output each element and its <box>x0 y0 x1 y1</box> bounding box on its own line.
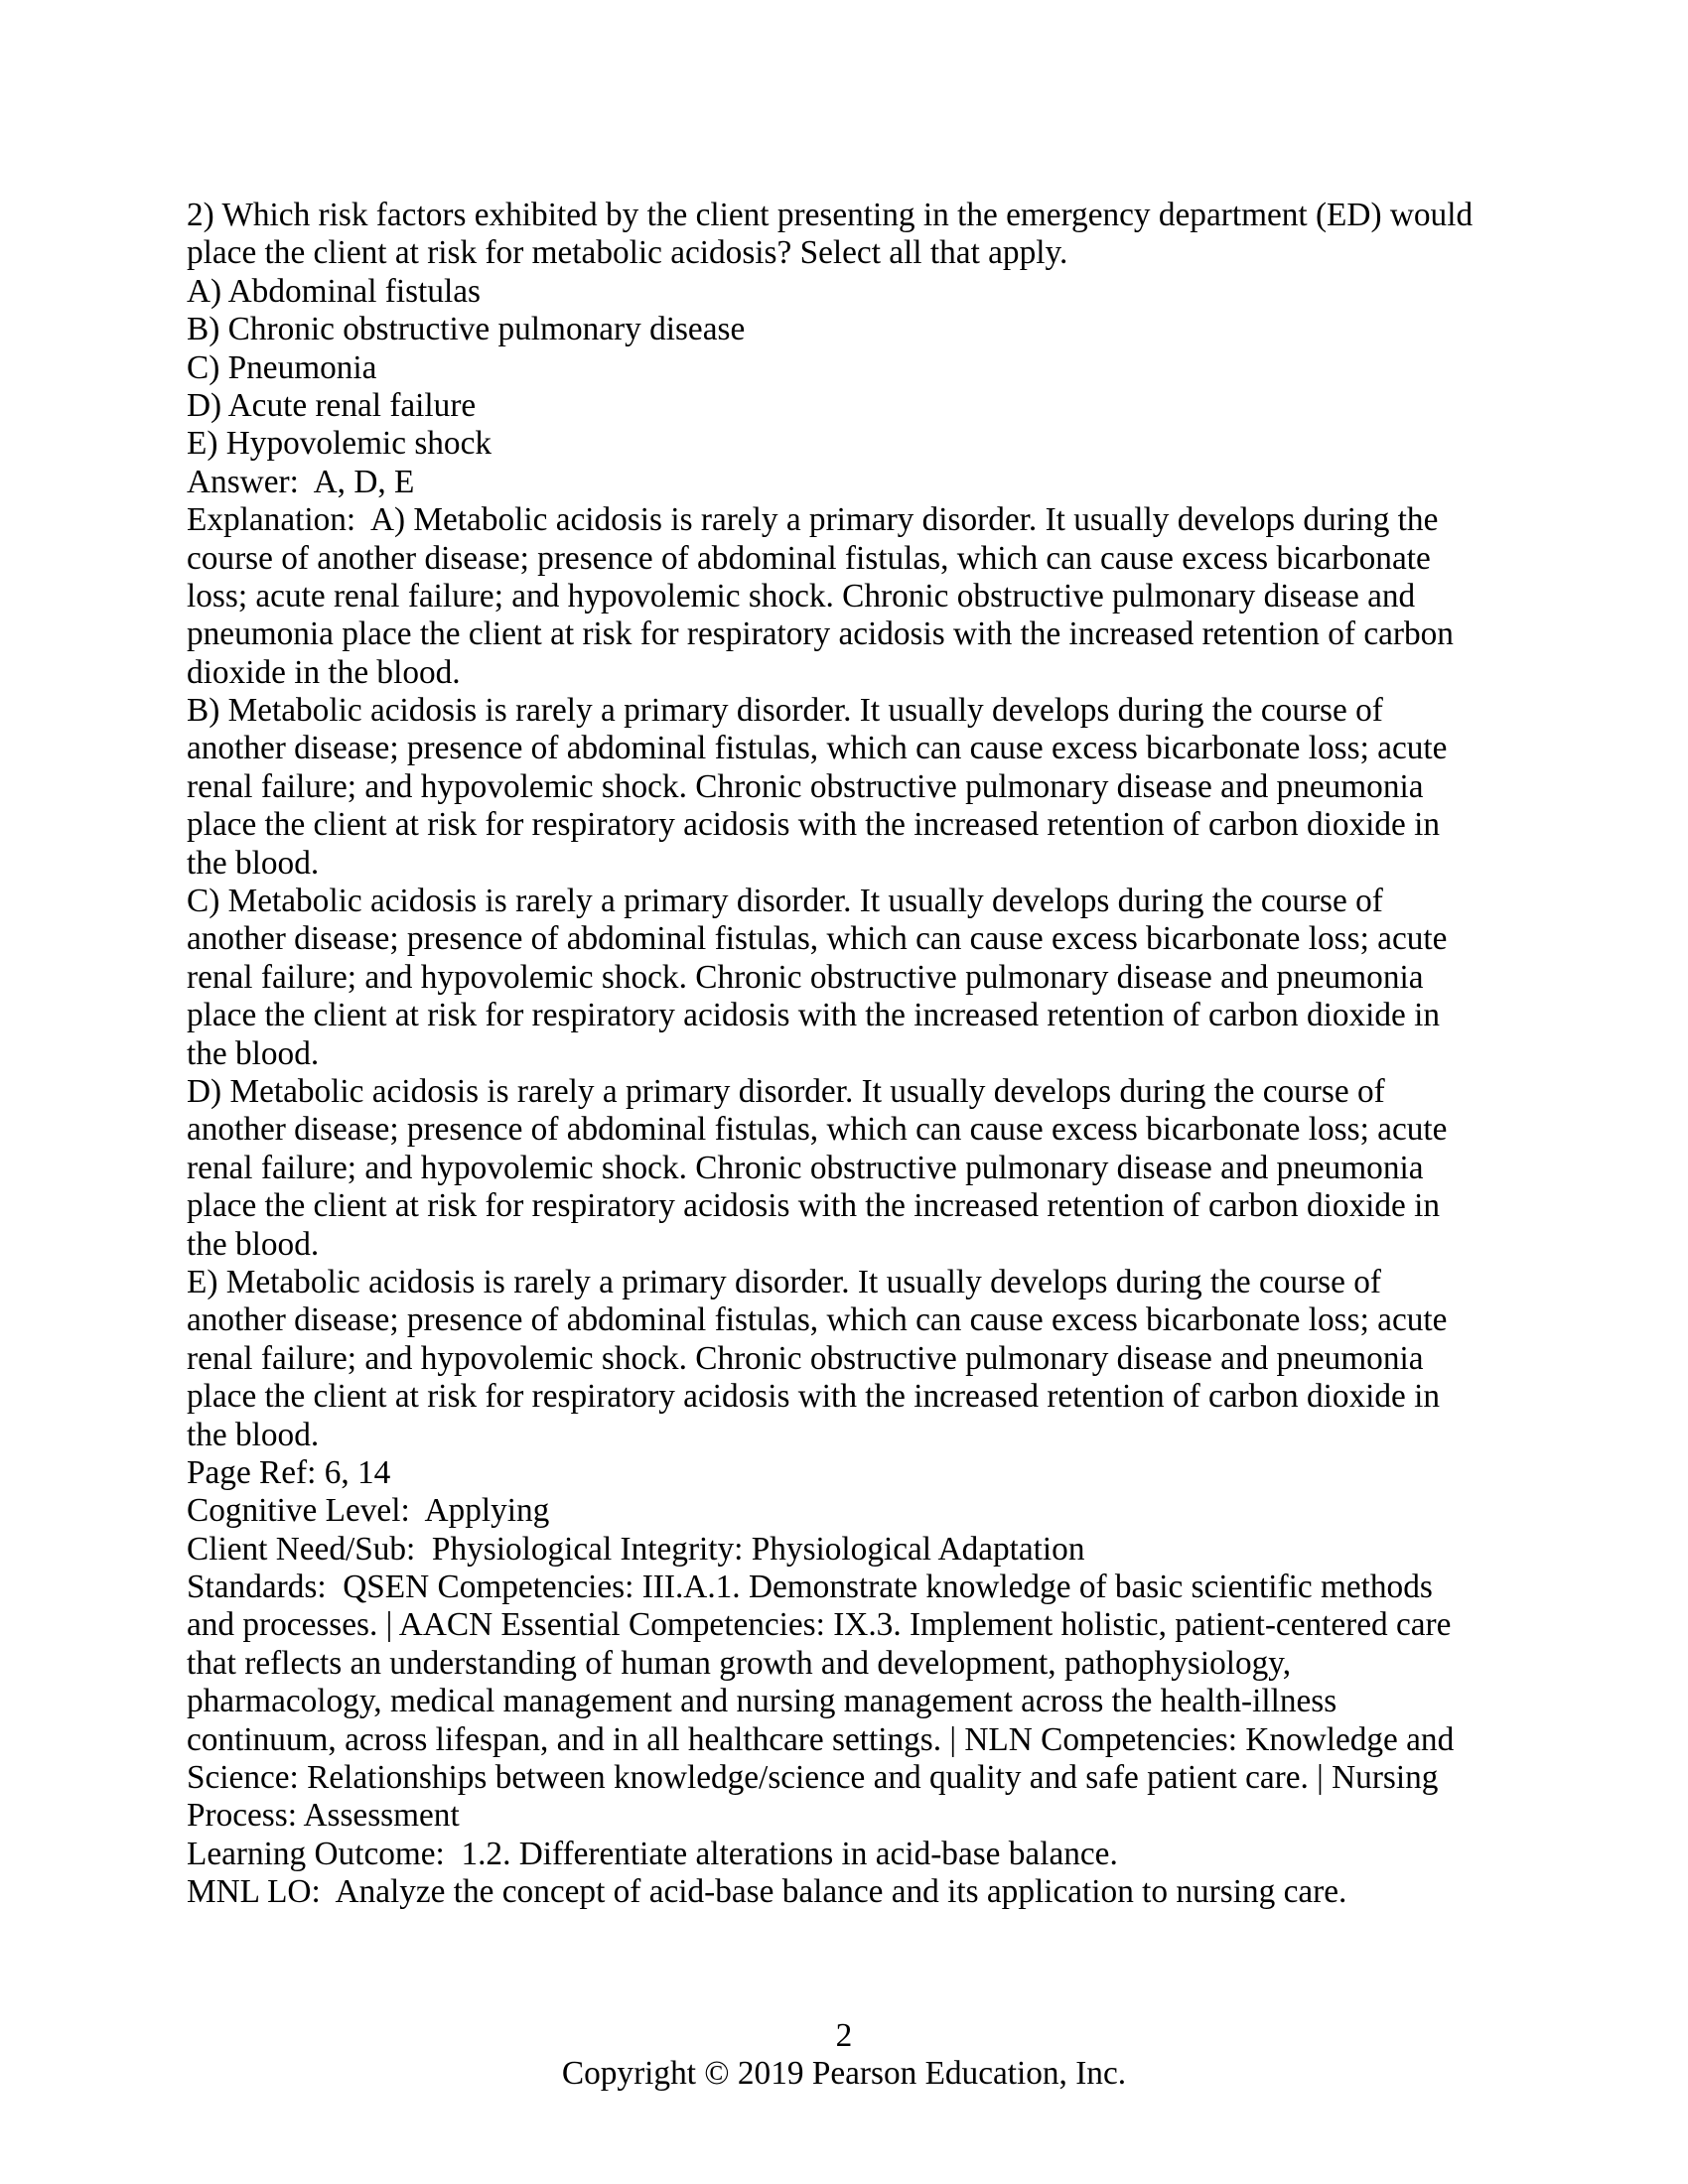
text-line: B) Metabolic acidosis is rarely a primary disorder. It usually develops during the course of <box>187 692 1383 730</box>
text-line: renal failure; and hypovolemic shock. Chronic obstructive pulmonary disease and pneumonia <box>187 1339 1424 1377</box>
text-line: place the client at risk for respiratory acidosis with the increased retention of carbon dioxide in <box>187 1187 1441 1225</box>
text-line: the blood. <box>187 1034 320 1072</box>
text-line: E) Hypovolemic shock <box>187 425 492 463</box>
page-number: 2 <box>835 2017 853 2054</box>
text-line: Answer: A, D, E <box>187 463 415 500</box>
answer-line <box>187 464 1517 501</box>
text-line: E) Metabolic acidosis is rarely a primary disorder. It usually develops during the course of <box>187 1263 1381 1300</box>
text-line: another disease; presence of abdominal fistulas, which can cause excess bicarbonate loss; acute <box>187 1301 1448 1339</box>
text-line: place the client at risk for respiratory acidosis with the increased retention of carbon dioxide in <box>187 1378 1441 1416</box>
text-line: place the client at risk for respiratory acidosis with the increased retention of carbon dioxide in <box>187 806 1441 844</box>
text-line: D) Acute renal failure <box>187 386 477 424</box>
text-line: B) Chronic obstructive pulmonary disease <box>187 311 746 348</box>
question-metadata <box>187 1454 1517 1912</box>
text-line: the blood. <box>187 1416 320 1453</box>
text-line: another disease; presence of abdominal fistulas, which can cause excess bicarbonate loss; acute <box>187 1111 1448 1149</box>
text-line: place the client at risk for metabolic acidosis? Select all that apply. <box>187 234 1068 272</box>
question-stem <box>187 197 1517 273</box>
text-line: renal failure; and hypovolemic shock. Chronic obstructive pulmonary disease and pneumonia <box>187 1149 1424 1186</box>
text-line: that reflects an understanding of human growth and development, pathophysiology, <box>187 1644 1292 1682</box>
explanation-block <box>187 501 1517 1454</box>
text-line: another disease; presence of abdominal fistulas, which can cause excess bicarbonate loss; acute <box>187 730 1448 767</box>
text-line: C) Pneumonia <box>187 348 377 386</box>
text-line: and processes. | AACN Essential Competencies: IX.3. Implement holistic, patient-centered care <box>187 1606 1452 1644</box>
text-line: pneumonia place the client at risk for respiratory acidosis with the increased retention of carbon <box>187 615 1454 653</box>
document-body <box>187 197 1517 1912</box>
text-line: D) Metabolic acidosis is rarely a primary disorder. It usually develops during the course of <box>187 1072 1385 1110</box>
text-line: C) Metabolic acidosis is rarely a primary disorder. It usually develops during the course of <box>187 883 1383 920</box>
text-line: place the client at risk for respiratory acidosis with the increased retention of carbon dioxide in <box>187 997 1441 1034</box>
text-line: MNL LO: Analyze the concept of acid-base balance and its application to nursing care. <box>187 1873 1347 1911</box>
text-line: Explanation: A) Metabolic acidosis is rarely a primary disorder. It usually develops during the <box>187 501 1439 539</box>
text-line: 2) Which risk factors exhibited by the client presenting in the emergency department (ED) would <box>187 197 1474 233</box>
text-line: the blood. <box>187 1225 320 1263</box>
text-line: renal failure; and hypovolemic shock. Chronic obstructive pulmonary disease and pneumonia <box>187 767 1424 805</box>
text-line: the blood. <box>187 844 320 882</box>
text-line: course of another disease; presence of abdominal fistulas, which can cause excess bicarbonate <box>187 539 1431 577</box>
text-line: Page Ref: 6, 14 <box>187 1453 391 1491</box>
text-line: loss; acute renal failure; and hypovolemic shock. Chronic obstructive pulmonary disease and <box>187 577 1416 614</box>
text-line: Learning Outcome: 1.2. Differentiate alterations in acid-base balance. <box>187 1835 1118 1872</box>
text-line: Cognitive Level: Applying <box>187 1492 550 1530</box>
page-footer <box>0 2017 1688 2094</box>
text-line: continuum, across lifespan, and in all healthcare settings. | NLN Competencies: Knowledge and <box>187 1720 1455 1758</box>
text-line: pharmacology, medical management and nursing management across the health-illness <box>187 1683 1337 1720</box>
text-line: dioxide in the blood. <box>187 653 461 691</box>
text-line: Process: Assessment <box>187 1797 460 1835</box>
text-line: Science: Relationships between knowledge/science and quality and safe patient care. | Nursing <box>187 1759 1439 1797</box>
text-line: another disease; presence of abdominal fistulas, which can cause excess bicarbonate loss; acute <box>187 920 1448 958</box>
text-line: Standards: QSEN Competencies: III.A.1. Demonstrate knowledge of basic scientific methods <box>187 1569 1433 1606</box>
answer-options <box>187 273 1517 464</box>
text-line: Client Need/Sub: Physiological Integrity: Physiological Adaptation <box>187 1530 1085 1568</box>
text-line: A) Abdominal fistulas <box>187 272 481 310</box>
text-line: renal failure; and hypovolemic shock. Chronic obstructive pulmonary disease and pneumonia <box>187 958 1424 996</box>
copyright-notice: Copyright © 2019 Pearson Education, Inc. <box>561 2055 1127 2093</box>
